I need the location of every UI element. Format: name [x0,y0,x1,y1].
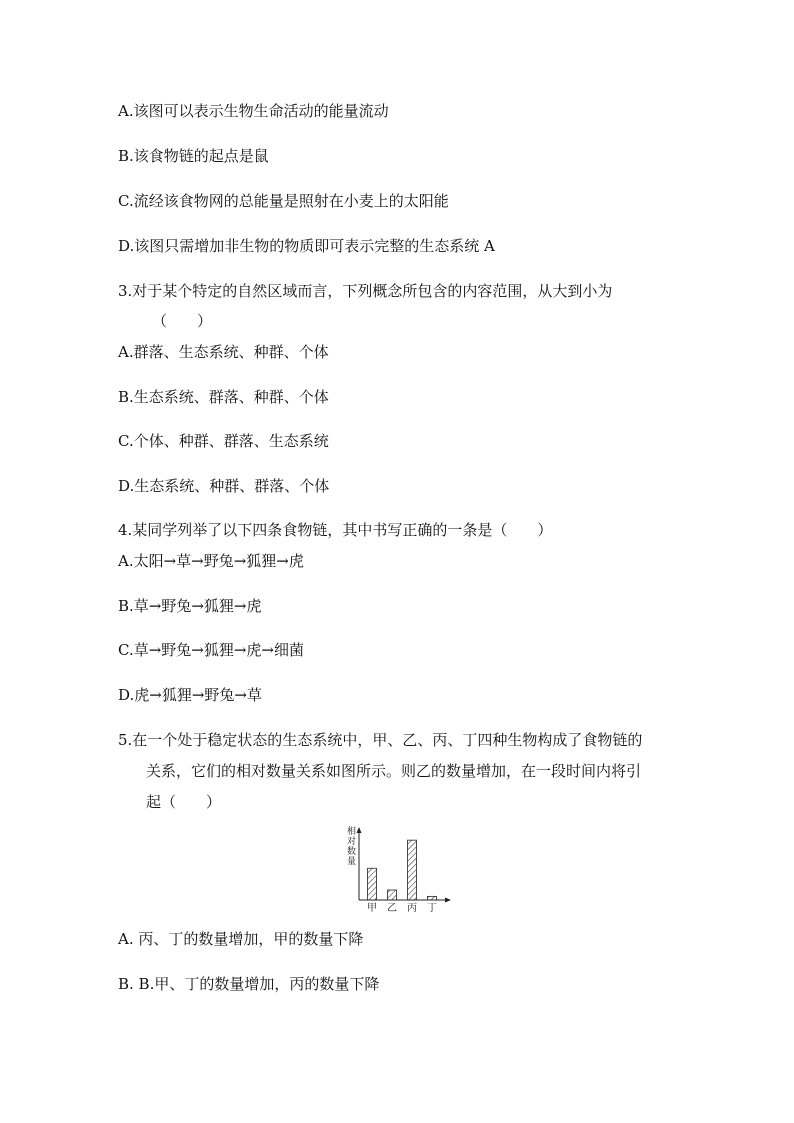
question-4-stem: 4.某同学列举了以下四条食物链，其中书写正确的一条是（ ） [118,521,553,539]
x-tick-label-0: 甲 [367,903,377,914]
question-2-option-c: C.流经该食物网的总能量是照射在小麦上的太阳能 [118,192,449,210]
bar-3 [428,896,437,900]
relative-quantity-bar-chart [335,826,455,916]
x-axis-arrow [445,898,451,903]
question-2-option-d: D.该图只需增加非生物的物质即可表示完整的生态系统 A [118,237,495,255]
question-3-option-a: A.群落、生态系统、种群、个体 [118,343,329,361]
y-axis-label [347,826,356,867]
x-tick-label-2: 丙 [407,903,417,914]
question-5-stem-line-2: 关系，它们的相对数量关系如图所示。则乙的数量增加，在一段时间内将引 [146,762,642,780]
x-tick-label-3: 丁 [427,903,437,914]
question-3-option-d: D.生态系统、种群、群落、个体 [118,477,330,495]
question-4-option-b: B.草→野兔→狐狸→虎 [118,597,262,615]
question-3-answer-paren: （ ） [152,312,213,330]
question-4-option-d: D.虎→狐狸→野兔→草 [118,686,262,704]
question-2-option-a: A.该图可以表示生物生命活动的能量流动 [118,102,389,120]
question-2-option-b: B.该食物链的起点是鼠 [118,147,269,165]
bar-1 [388,890,397,900]
tick-labels-layer [367,902,437,914]
question-3-stem: 3.对于某个特定的自然区域而言，下列概念所包含的内容范围，从大到小为 [118,282,613,300]
y-axis-arrow [357,827,362,833]
y-axis-label-char: 量 [347,857,357,867]
x-tick-label-1: 乙 [387,903,397,914]
y-axis-label-char: 相 [347,827,357,837]
y-axis-label-char: 对 [347,837,357,847]
bar-0 [368,868,377,900]
question-5-stem-line-1: 5.在一个处于稳定状态的生态系统中，甲、乙、丙、丁四种生物构成了食物链的 [118,731,643,749]
question-4-option-a: A.太阳→草→野兔→狐狸→虎 [118,552,304,570]
question-5-stem-line-3: 起（ ） [146,793,222,811]
question-5-option-b: B. B.甲、丁的数量增加，丙的数量下降 [118,975,380,993]
question-3-option-b: B.生态系统、群落、种群、个体 [118,388,329,406]
bars-layer [368,840,437,900]
y-axis-label-char: 数 [347,847,357,857]
question-3-option-c: C.个体、种群、群落、生态系统 [118,432,329,450]
chart-svg [335,826,455,916]
question-5-option-a: A. 丙、丁的数量增加，甲的数量下降 [118,930,364,948]
bar-2 [408,840,417,900]
question-4-option-c: C.草→野兔→狐狸→虎→细菌 [118,641,304,659]
